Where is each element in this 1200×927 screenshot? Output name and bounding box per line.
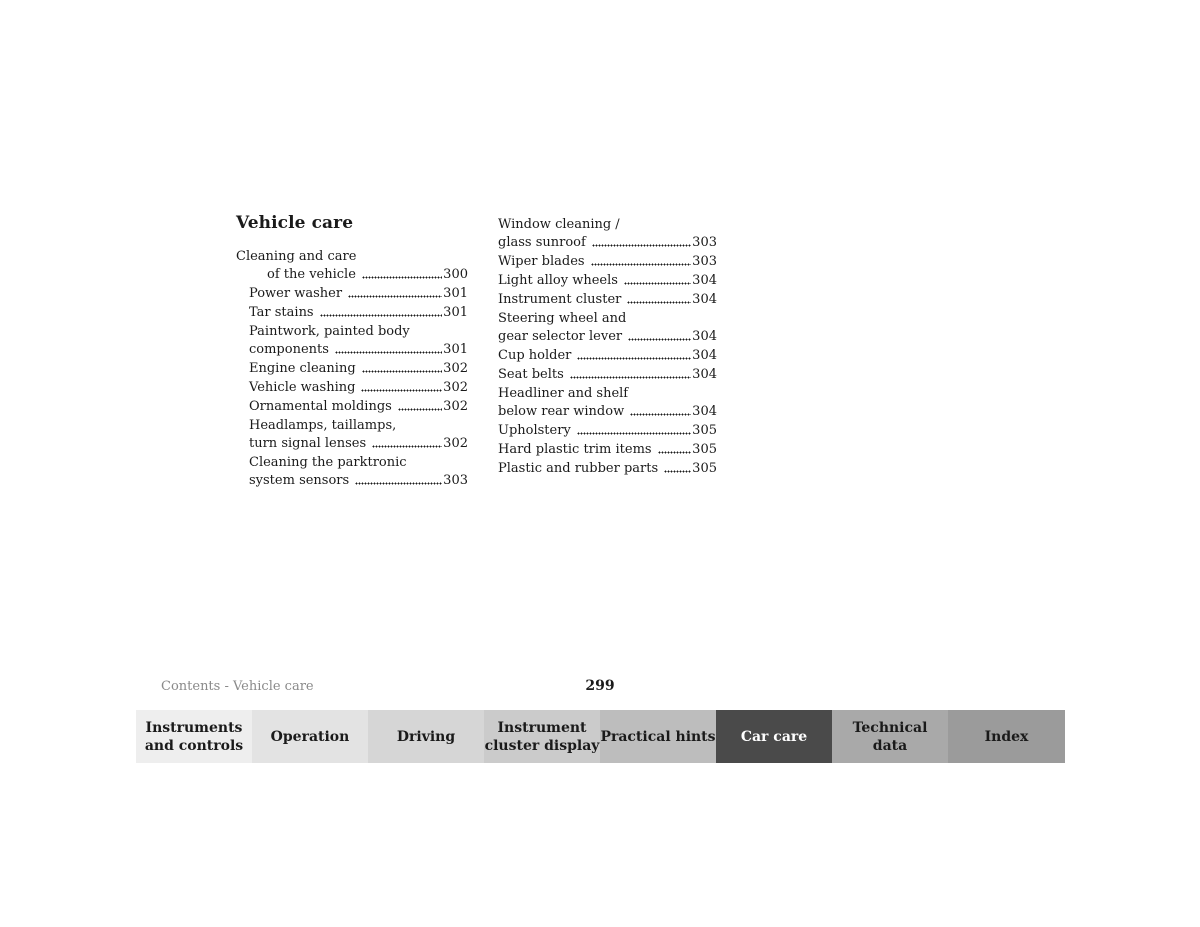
- toc-entry-page: 305: [692, 423, 717, 438]
- tab-practical-hints[interactable]: [600, 710, 716, 763]
- tab-instruments-and-controls[interactable]: [136, 710, 252, 763]
- toc-entry[interactable]: [236, 379, 468, 397]
- toc-entry-title: Hard plastic trim items: [498, 442, 652, 457]
- page-number: 299: [585, 678, 615, 694]
- toc-entry[interactable]: [498, 291, 717, 309]
- toc-entry-page: 301: [443, 342, 468, 357]
- toc-entry-page: 302: [443, 399, 468, 414]
- toc-entry-line: Headliner and shelf: [498, 386, 629, 401]
- tab-label-line: Instrument: [497, 719, 587, 736]
- toc-entry[interactable]: [236, 285, 468, 303]
- toc-entry-title: Cup holder: [498, 348, 572, 363]
- toc-entry[interactable]: [498, 422, 717, 440]
- tab-label-line: Operation: [270, 728, 350, 745]
- toc-entry[interactable]: [236, 248, 468, 284]
- toc-entry-line: Paintwork, painted body: [249, 324, 410, 339]
- toc-entry[interactable]: [236, 323, 468, 359]
- toc-entry-title: components: [249, 342, 329, 357]
- tab-operation[interactable]: [252, 710, 368, 763]
- toc-entry-title: Engine cleaning: [249, 361, 356, 376]
- toc-entry-title: Tar stains: [249, 305, 314, 320]
- toc-entry-page: 304: [692, 292, 717, 307]
- dot-leader: [592, 235, 691, 247]
- toc-entry-page: 301: [443, 305, 468, 320]
- dot-leader: [628, 329, 691, 341]
- toc-entry-page: 300: [443, 267, 468, 282]
- toc-entry[interactable]: [498, 385, 717, 421]
- toc-entry-title: Light alloy wheels: [498, 273, 618, 288]
- dot-leader: [362, 267, 442, 279]
- toc-entry-title: of the vehicle: [267, 267, 356, 282]
- tab-label-line: Instruments: [145, 719, 243, 736]
- toc-entry-line: Headlamps, taillamps,: [249, 418, 397, 433]
- dot-leader: [664, 461, 691, 473]
- dot-leader: [591, 254, 692, 266]
- toc-entry-title: system sensors: [249, 473, 350, 488]
- toc-entry[interactable]: [498, 460, 717, 478]
- toc-entry-title: Upholstery: [498, 423, 571, 438]
- dot-leader: [335, 342, 442, 354]
- dot-leader: [658, 442, 692, 454]
- dot-leader: [627, 292, 691, 304]
- dot-leader: [362, 361, 443, 373]
- toc-entry-page: 303: [692, 254, 717, 269]
- toc-entry[interactable]: [498, 366, 717, 384]
- toc-entry-title: Seat belts: [498, 367, 564, 382]
- toc-entry-title: gear selector lever: [498, 329, 623, 344]
- toc-entry-page: 302: [443, 380, 468, 395]
- tab-technical-data[interactable]: [832, 710, 948, 763]
- chapter-tab-bar: [136, 710, 1065, 763]
- toc-entry-line: Steering wheel and: [498, 311, 627, 326]
- dot-leader: [361, 380, 442, 392]
- toc-entry-title: below rear window: [498, 404, 625, 419]
- toc-entry[interactable]: [236, 360, 468, 378]
- toc-entry-title: Vehicle washing: [249, 380, 356, 395]
- tab-instrument-cluster-display[interactable]: [484, 710, 600, 763]
- toc-entry-title: Wiper blades: [498, 254, 585, 269]
- tab-label-line: Index: [984, 728, 1029, 745]
- toc-entry-page: 304: [692, 329, 717, 344]
- toc-entry-page: 304: [692, 273, 717, 288]
- toc-entry-page: 303: [443, 473, 468, 488]
- dot-leader: [398, 399, 442, 411]
- tab-label-line: and controls: [144, 737, 244, 754]
- tab-label-line: data: [872, 737, 908, 754]
- footer-section-label: Contents - Vehicle care: [161, 679, 314, 694]
- tab-label-line: Driving: [396, 728, 456, 745]
- dot-leader: [355, 473, 442, 485]
- toc-entry-line: Cleaning and care: [236, 249, 357, 264]
- toc-entry-title: turn signal lenses: [249, 436, 367, 451]
- toc-entry[interactable]: [498, 310, 717, 346]
- toc-entry[interactable]: [236, 304, 468, 322]
- tab-label-line: cluster display: [484, 737, 600, 754]
- toc-left-column: [236, 248, 468, 491]
- toc-entry-page: 304: [692, 404, 717, 419]
- dot-leader: [577, 348, 691, 360]
- toc-entry[interactable]: [236, 417, 468, 453]
- dot-leader: [577, 423, 691, 435]
- dot-leader: [630, 404, 691, 416]
- toc-right-column: [498, 216, 717, 479]
- toc-entry-page: 304: [692, 348, 717, 363]
- toc-entry-page: 303: [692, 235, 717, 250]
- toc-entry[interactable]: [498, 253, 717, 271]
- tab-driving[interactable]: [368, 710, 484, 763]
- toc-entry[interactable]: [498, 272, 717, 290]
- toc-entry[interactable]: [498, 216, 717, 252]
- dot-leader: [320, 305, 443, 317]
- toc-entry-line: Window cleaning /: [498, 217, 620, 232]
- toc-entry-page: 302: [443, 361, 468, 376]
- toc-entry-title: Plastic and rubber parts: [498, 461, 659, 476]
- toc-entry-title: glass sunroof: [498, 235, 586, 250]
- toc-entry[interactable]: [498, 441, 717, 459]
- tab-label-line: Technical: [852, 719, 928, 736]
- tab-label-line: Practical hints: [600, 728, 716, 745]
- toc-entry[interactable]: [498, 347, 717, 365]
- page-title: Vehicle care: [236, 213, 354, 233]
- dot-leader: [624, 273, 691, 285]
- toc-entry[interactable]: [236, 454, 468, 490]
- toc-entry[interactable]: [236, 398, 468, 416]
- dot-leader: [348, 286, 442, 298]
- toc-entry-page: 304: [692, 367, 717, 382]
- toc-entry-page: 305: [692, 442, 717, 457]
- tab-label-line: Car care: [740, 728, 808, 745]
- toc-entry-title: Ornamental moldings: [249, 399, 392, 414]
- toc-entry-line: Cleaning the parktronic: [249, 455, 407, 470]
- tab-index[interactable]: [948, 710, 1065, 763]
- dot-leader: [372, 436, 442, 448]
- toc-entry-page: 301: [443, 286, 468, 301]
- toc-entry-page: 302: [443, 436, 468, 451]
- toc-entry-page: 305: [692, 461, 717, 476]
- toc-entry-title: Instrument cluster: [498, 292, 622, 307]
- toc-entry-title: Power washer: [249, 286, 343, 301]
- dot-leader: [570, 367, 691, 379]
- tab-car-care[interactable]: [716, 710, 832, 763]
